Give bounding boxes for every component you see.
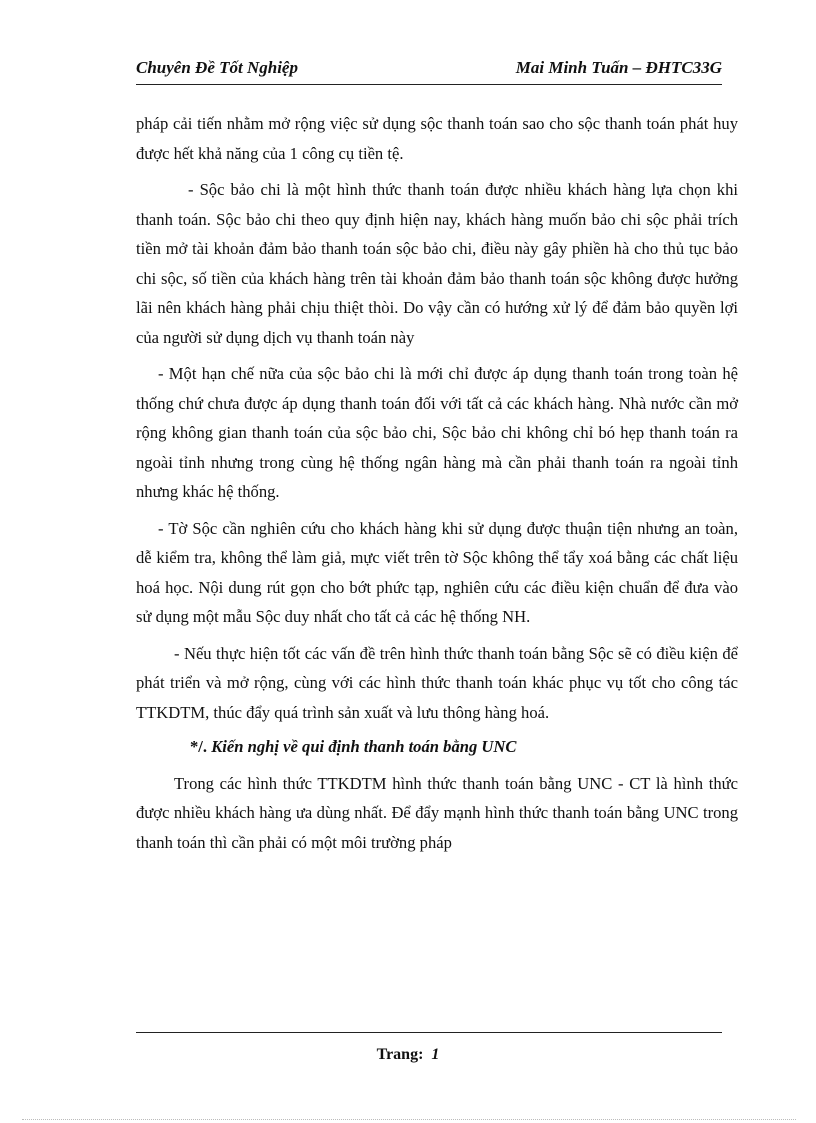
- document-body: [136, 109, 738, 864]
- section-heading-prefix: */.: [190, 737, 208, 756]
- author-name: Mai Minh Tuấn – ĐHTC33G: [515, 58, 722, 77]
- paragraph-bao-chi: - Sộc bảo chi là một hình thức thanh toán được nhiều khách hàng lựa chọn khi thanh toán. Sộc bảo chi theo quy định hiện nay, khách hàng muốn bảo chi sộc phải trích tiền mở tài khoản đảm bảo thanh toán sộc bảo chi, điều này gây phiền hà cho thủ tục bảo chi sộc, số tiền của khách hàng trên tài khoản đảm bảo thanh toán sộc không được hưởng lãi nên khách hàng phải chịu thiệt thòi. Do vậy cần có hướng xử lý để đảm bảo quyền lợi của người sử dụng dịch vụ thanh toán này: [136, 180, 738, 347]
- paragraph-han-che: - Một hạn chế nữa của sộc bảo chi là mới chỉ được áp dụng thanh toán trong toàn hệ thống chứ chưa được áp dụng thanh toán đối với tất cả các khách hàng. Nhà nước cần mở rộng không gian thanh toán của sộc bảo chi, Sộc bảo chi không chỉ bó hẹp thanh toán ra ngoài tỉnh nhưng trong cùng hệ thống ngân hàng mà cần phải thanh toán ra ngoài tỉnh nhưng khác hệ thống.: [136, 364, 738, 501]
- document-title: Chuyên Đề Tốt Nghiệp: [136, 58, 298, 77]
- page-header: [136, 56, 722, 85]
- paragraph-continuation: pháp cải tiến nhằm mở rộng việc sử dụng sộc thanh toán sao cho sộc thanh toán phát huy được hết khả năng của 1 công cụ tiền tệ.: [136, 114, 738, 163]
- page-number: 1: [431, 1046, 440, 1063]
- section-heading-title: Kiến nghị về qui định thanh toán bằng UNC: [211, 737, 517, 756]
- footer-divider: [136, 1032, 722, 1033]
- paragraph-unc: Trong các hình thức TTKDTM hình thức thanh toán bằng UNC - CT là hình thức được nhiều khách hàng ưa dùng nhất. Để đẩy mạnh hình thức thanh toán bằng UNC trong thanh toán thì cần phải có một môi trường pháp: [136, 773, 738, 852]
- paragraph-to-soc: - Tờ Sộc cần nghiên cứu cho khách hàng khi sử dụng được thuận tiện nhưng an toàn, dễ kiểm tra, không thể làm giả, mực viết trên tờ Sộc không thể tẩy xoá bằng các chất liệu hoá học. Nội dung rút gọn cho bớt phức tạp, nghiên cứu các điều kiện chuẩn để đưa vào sử dụng một mẫu Sộc duy nhất cho tất cả các hệ thống NH.: [136, 518, 738, 626]
- paragraph-thuc-hien: - Nếu thực hiện tốt các vấn đề trên hình thức thanh toán bằng Sộc sẽ có điều kiện để phát triển và mở rộng, cùng với các hình thức thanh toán khác phục vụ tốt cho công tác TTKDTM, thúc đẩy quá trình sản xuất và lưu thông hàng hoá.: [136, 643, 738, 722]
- page-footer: [0, 1046, 816, 1064]
- page-label: Trang:: [376, 1046, 424, 1063]
- section-heading: [136, 732, 738, 762]
- page-boundary: [22, 1119, 796, 1120]
